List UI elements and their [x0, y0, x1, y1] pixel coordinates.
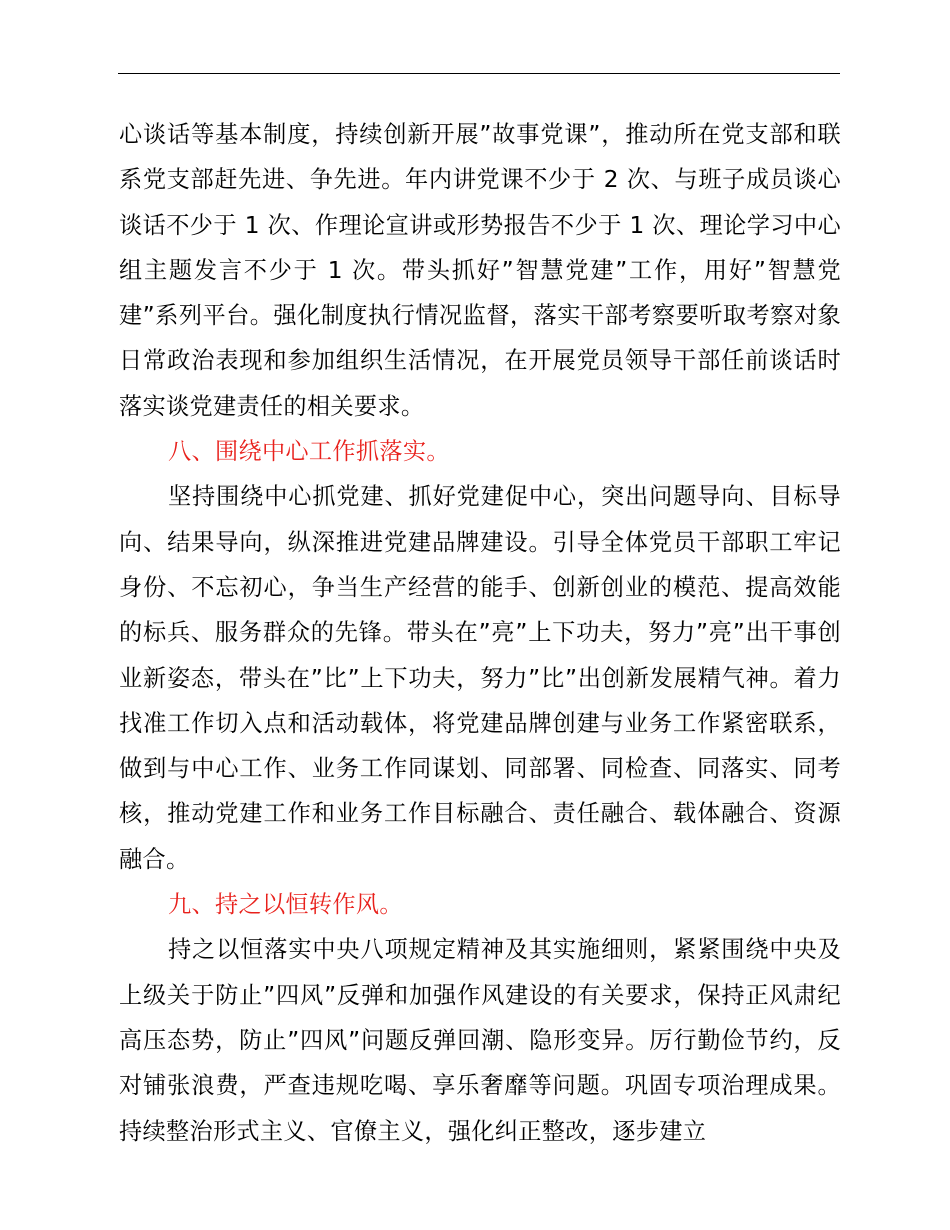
header-rule: [118, 73, 840, 74]
section-heading-9: 九、持之以恒转作风。: [168, 891, 403, 919]
document-body: [119, 112, 841, 1154]
section-heading-8: 八、围绕中心工作抓落实。: [168, 438, 450, 466]
paragraph-continuation: 心谈话等基本制度，持续创新开展”故事党课”，推动所在党支部和联系党支部赶先进、争先进。年内讲党课不少于 2 次、与班子成员谈心谈话不少于 1 次、作理论宣讲或形势报告不少于 1 次、理论学习中心组主题发言不少于 1 次。带头抓好”智慧党建”工作，用好”智慧党建”系列平台。强化制度执行情况监督，落实干部考察要听取考察对象日常政治表现和参加组织生活情况，在开展党员领导干部任前谈话时落实谈党建责任的相关要求。: [119, 121, 841, 420]
paragraph-section-9: 持之以恒落实中央八项规定精神及其实施细则，紧紧围绕中央及上级关于防止”四风”反弹和加强作风建设的有关要求，保持正风肃纪高压态势，防止”四风”问题反弹回潮、隐形变异。厉行勤俭节约，反对铺张浪费，严查违规吃喝、享乐奢靡等问题。巩固专项治理成果。持续整治形式主义、官僚主义，强化纠正整改，逐步建立: [119, 936, 841, 1145]
paragraph-section-8: 坚持围绕中心抓党建、抓好党建促中心，突出问题导向、目标导向、结果导向，纵深推进党建品牌建设。引导全体党员干部职工牢记身份、不忘初心，争当生产经营的能手、创新创业的模范、提高效能的标兵、服务群众的先锋。带头在”亮”上下功夫，努力”亮”出干事创业新姿态，带头在”比”上下功夫，努力”比”出创新发展精气神。着力找准工作切入点和活动载体，将党建品牌创建与业务工作紧密联系，做到与中心工作、业务工作同谋划、同部署、同检查、同落实、同考核，推动党建工作和业务工作目标融合、责任融合、载体融合、资源融合。: [119, 483, 841, 873]
